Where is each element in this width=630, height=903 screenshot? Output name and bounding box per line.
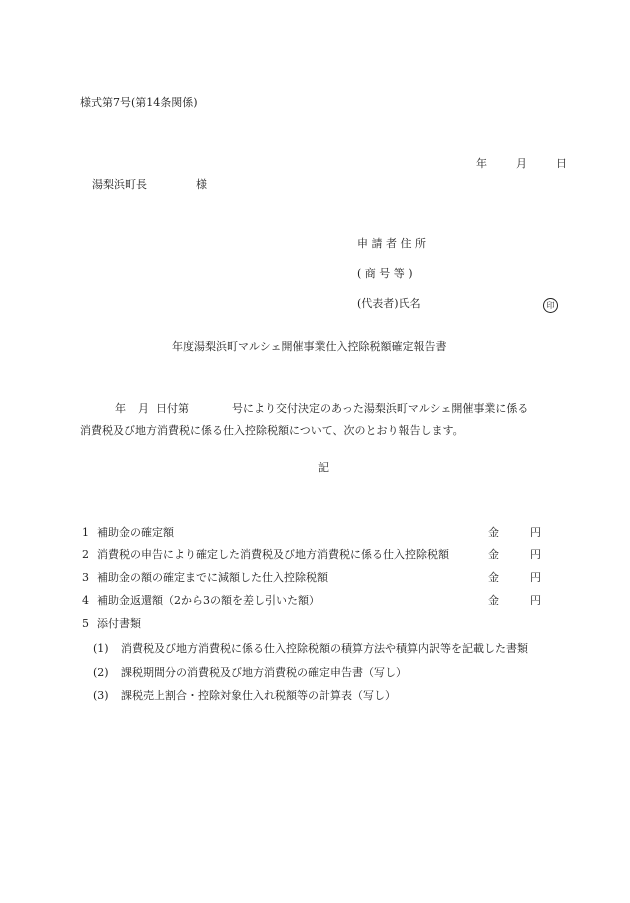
item-number: 1 xyxy=(82,526,89,539)
addressee-honorific: 様 xyxy=(196,178,207,191)
item-number: 2 xyxy=(82,548,89,561)
date-month: 月 xyxy=(516,157,527,170)
attachment-label: 課税売上割合・控除対象仕入れ税額等の計算表（写し） xyxy=(121,689,396,702)
date-day: 日 xyxy=(556,157,567,170)
ki-mark: 記 xyxy=(318,461,329,474)
item-yen: 円 xyxy=(530,548,541,561)
item-number: 5 xyxy=(82,617,89,630)
item-label: 補助金返還額（2から3の額を差し引いた額） xyxy=(97,594,320,607)
body-month: 月 xyxy=(138,402,149,415)
item-kin: 金 xyxy=(488,548,499,561)
item-yen: 円 xyxy=(530,594,541,607)
addressee-name: 湯梨浜町長 xyxy=(92,178,147,191)
item-kin: 金 xyxy=(488,571,499,584)
seal-mark: 印 xyxy=(543,298,558,313)
item-kin: 金 xyxy=(488,526,499,539)
applicant-representative-label: (代表者)氏名 xyxy=(357,297,421,310)
attachment-number: (3) xyxy=(93,689,109,702)
attachment-number: (1) xyxy=(93,642,109,655)
item-label: 補助金の確定額 xyxy=(97,526,174,539)
item-label: 補助金の額の確定までに減額した仕入控除税額 xyxy=(97,571,328,584)
applicant-address-label: 申 請 者 住 所 xyxy=(357,237,426,250)
item-yen: 円 xyxy=(530,526,541,539)
attachment-label: 課税期間分の消費税及び地方消費税の確定申告書（写し） xyxy=(121,666,407,679)
attachment-label: 消費税及び地方消費税に係る仕入控除税額の積算方法や積算内訳等を記載した書類 xyxy=(121,642,528,655)
body-line1-rest: 号により交付決定のあった湯梨浜町マルシェ開催事業に係る xyxy=(232,402,529,415)
item-yen: 円 xyxy=(530,571,541,584)
item-label: 添付書類 xyxy=(97,617,141,630)
item-number: 4 xyxy=(82,594,89,607)
body-line2: 消費税及び地方消費税に係る仕入控除税額について、次のとおり報告します。 xyxy=(80,424,464,437)
date-year: 年 xyxy=(476,157,487,170)
body-year: 年 xyxy=(115,402,126,415)
applicant-trade-name-label: ( 商 号 等 ) xyxy=(357,267,413,280)
form-number: 様式第7号(第14条関係) xyxy=(80,96,198,109)
document-title: 年度湯梨浜町マルシェ開催事業仕入控除税額確定報告書 xyxy=(172,340,447,353)
item-kin: 金 xyxy=(488,594,499,607)
item-label: 消費税の申告により確定した消費税及び地方消費税に係る仕入控除税額 xyxy=(97,548,449,561)
body-date-no: 日付第 xyxy=(156,402,189,415)
attachment-number: (2) xyxy=(93,666,109,679)
item-number: 3 xyxy=(82,571,89,584)
